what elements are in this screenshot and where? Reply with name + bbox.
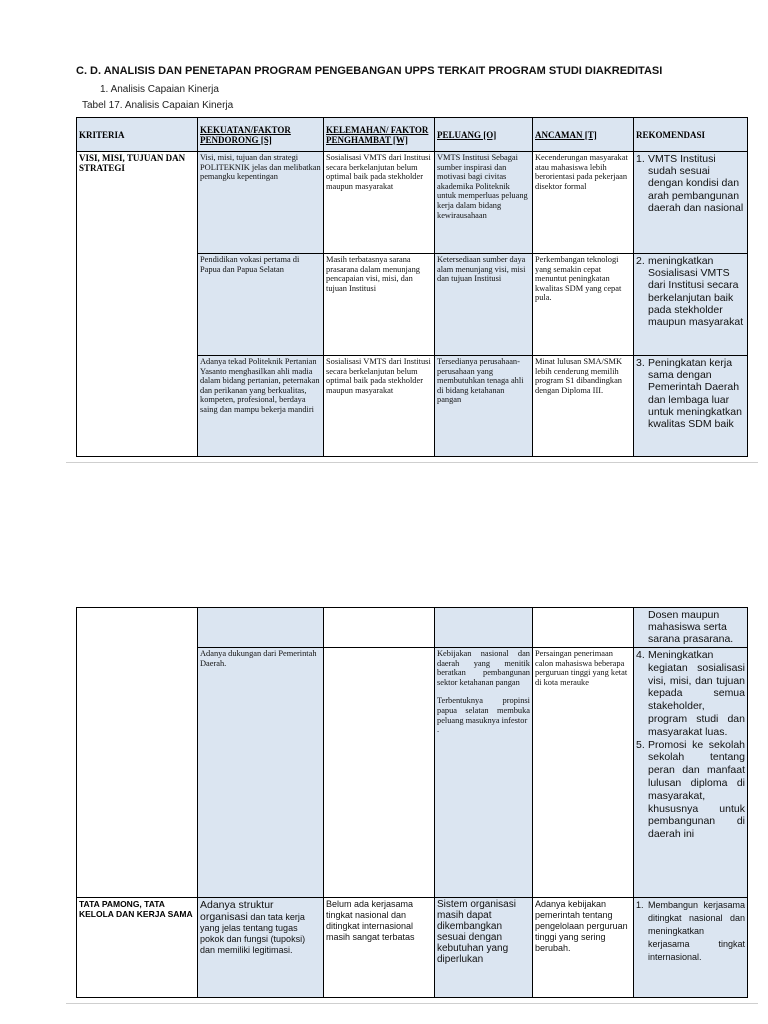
strength-cell bbox=[198, 898, 324, 998]
opportunity-cell: VMTS Institusi Sebagai sumber inspirasi dan motivasi bagi civitas akademika Politeknik untuk memperluas peluang kerja dalam bidang kewirausahaan bbox=[435, 152, 533, 254]
opportunity-text-2: Terbentuknya propinsi papua selatan membuka peluang masuknya infestor bbox=[437, 696, 530, 725]
header-peluang: PELUANG [O] bbox=[435, 118, 533, 152]
recommendation-text: VMTS Institusi sudah sesuai dengan kondisi dan arah pembangunan daerah dan nasional bbox=[648, 153, 744, 214]
recommendation-cell bbox=[634, 648, 748, 898]
page-divider bbox=[66, 462, 758, 463]
analysis-table-page1 bbox=[76, 117, 748, 457]
opportunity-cell: Sistem organisasi masih dapat dikembangkan sesuai dengan kebutuhan yang diperlukan bbox=[435, 898, 533, 998]
opportunity-cell: Tersedianya perusahaan-perusahaan yang membutuhkan tenaga ahli di bidang ketahanan pangan bbox=[435, 356, 533, 457]
strength-text: dan tata kerja yang jelas tentang tugas pokok dan fungsi (tupoksi) dan memiliki legitimasi. bbox=[200, 912, 306, 955]
threat-cell: Perkembangan teknologi yang semakin cepat menuntut peningkatan kwalitas SDM yang cepat pula. bbox=[533, 254, 634, 356]
strength-cell: Adanya tekad Politeknik Pertanian Yasanto menghasilkan ahli madia dalam bidang pertanian, peternakan dan perikanan yang berkualitas, kompeten, profesional, berdaya saing dan mampu bekerja mandiri bbox=[198, 356, 324, 457]
header-ancaman: ANCAMAN [T] bbox=[533, 118, 634, 152]
opportunity-text-1: Kebijakan nasional dan daerah yang menitik beratkan pembangunan sektor ketahanan pangan bbox=[437, 649, 530, 687]
list-number: 1. bbox=[636, 153, 645, 165]
recommendation-cell bbox=[634, 254, 748, 356]
recommendation-text: Membangun kerjasama ditingkat nasional dan meningkatkan kerjasama tingkat internasional. bbox=[648, 900, 745, 962]
kriteria-cell-continued bbox=[77, 608, 198, 898]
list-number: 1. bbox=[636, 900, 644, 910]
recommendation-text: Promosi ke sekolah sekolah tentang peran dan manfaat lulusan diploma di masyarakat, khususnya untuk pembangunan di daerah ini bbox=[648, 738, 745, 841]
strength-cell bbox=[198, 608, 324, 648]
list-number: 2. bbox=[636, 255, 645, 267]
list-number: 4. bbox=[636, 649, 645, 661]
threat-cell: Persaingan penerimaan calon mahasiswa beberapa perguruan tinggi yang ketat di kota merauke bbox=[533, 648, 634, 898]
section-heading: C. D. ANALISIS DAN PENETAPAN PROGRAM PENGEBANGAN UPPS TERKAIT PROGRAM STUDI DIAKREDITASI bbox=[76, 65, 663, 77]
weakness-cell: Sosialisasi VMTS dari Institusi secara berkelanjutan belum optimal baik pada stekholder maupun masyarakat bbox=[324, 152, 435, 254]
threat-cell: Minat lulusan SMA/SMK lebih cenderung memilih program S1 dibandingkan dengan Diploma III. bbox=[533, 356, 634, 457]
list-number: 3. bbox=[636, 357, 645, 369]
header-kelemahan: KELEMAHAN/ FAKTOR PENGHAMBAT [W] bbox=[324, 118, 435, 152]
threat-cell bbox=[533, 608, 634, 648]
kriteria-visi-misi: VISI, MISI, TUJUAN DAN STRATEGI bbox=[77, 152, 198, 457]
opportunity-text-3: . bbox=[437, 725, 440, 735]
opportunity-cell bbox=[435, 648, 533, 898]
weakness-cell bbox=[324, 648, 435, 898]
strength-text-lead: Adanya struktur organisasi bbox=[200, 899, 274, 923]
opportunity-cell bbox=[435, 608, 533, 648]
header-rekomendasi: REKOMENDASI bbox=[634, 118, 748, 152]
recommendation-text: meningkatkan Sosialisasi VMTS dari Institusi secara berkelanjutan baik pada stekholder maupun masyarakat bbox=[648, 255, 744, 329]
weakness-cell: Sosialisasi VMTS dari Institusi secara berkelanjutan belum optimal baik pada stekholder maupun masyarakat bbox=[324, 356, 435, 457]
kriteria-tata-pamong: TATA PAMONG, TATA KELOLA DAN KERJA SAMA bbox=[77, 898, 198, 998]
weakness-cell: Masih terbatasnya sarana prasarana dalam menunjang pencapaian visi, misi, dan tujuan Institusi bbox=[324, 254, 435, 356]
weakness-cell bbox=[324, 608, 435, 648]
page-divider bbox=[66, 1003, 758, 1004]
strength-cell: Visi, misi, tujuan dan strategi POLITEKNIK jelas dan melibatkan pemangku kepentingan bbox=[198, 152, 324, 254]
list-number: 5. bbox=[636, 738, 645, 751]
analysis-table-page2 bbox=[76, 607, 748, 998]
table-caption: Tabel 17. Analisis Capaian Kinerja bbox=[82, 100, 234, 111]
header-kekuatan: KEKUATAN/FAKTOR PENDORONG [S] bbox=[198, 118, 324, 152]
recommendation-cell bbox=[634, 898, 748, 998]
recommendation-text: Meningkatkan kegiatan sosialisasi visi, misi, dan tujuan kepada semua stakeholder, program studi dan masyarakat luas. bbox=[648, 649, 745, 738]
weakness-cell: Belum ada kerjasama tingkat nasional dan ditingkat internasional masih sangat terbatas bbox=[324, 898, 435, 998]
strength-cell: Pendidikan vokasi pertama di Papua dan Papua Selatan bbox=[198, 254, 324, 356]
recommendation-cell bbox=[634, 356, 748, 457]
strength-cell: Adanya dukungan dari Pemerintah Daerah. bbox=[198, 648, 324, 898]
threat-cell: Adanya kebijakan pemerintah tentang pengelolaan perguruan tinggi yang sering berubah. bbox=[533, 898, 634, 998]
subsection-title: 1. Analisis Capaian Kinerja bbox=[100, 84, 219, 95]
threat-cell: Kecenderungan masyarakat atau mahasiswa lebih berorientasi pada pekerjaan disektor formal bbox=[533, 152, 634, 254]
recommendation-cell: Dosen maupun mahasiswa serta sarana prasarana. bbox=[634, 608, 748, 648]
opportunity-cell: Ketersediaan sumber daya alam menunjang visi, misi dan tujuan Institusi bbox=[435, 254, 533, 356]
header-kriteria: KRITERIA bbox=[77, 118, 198, 152]
recommendation-cell bbox=[634, 152, 748, 254]
recommendation-text: Peningkatan kerja sama dengan Pemerintah Daerah dan lembaga luar untuk meningkatkan kwalitas SDM baik bbox=[648, 357, 742, 431]
